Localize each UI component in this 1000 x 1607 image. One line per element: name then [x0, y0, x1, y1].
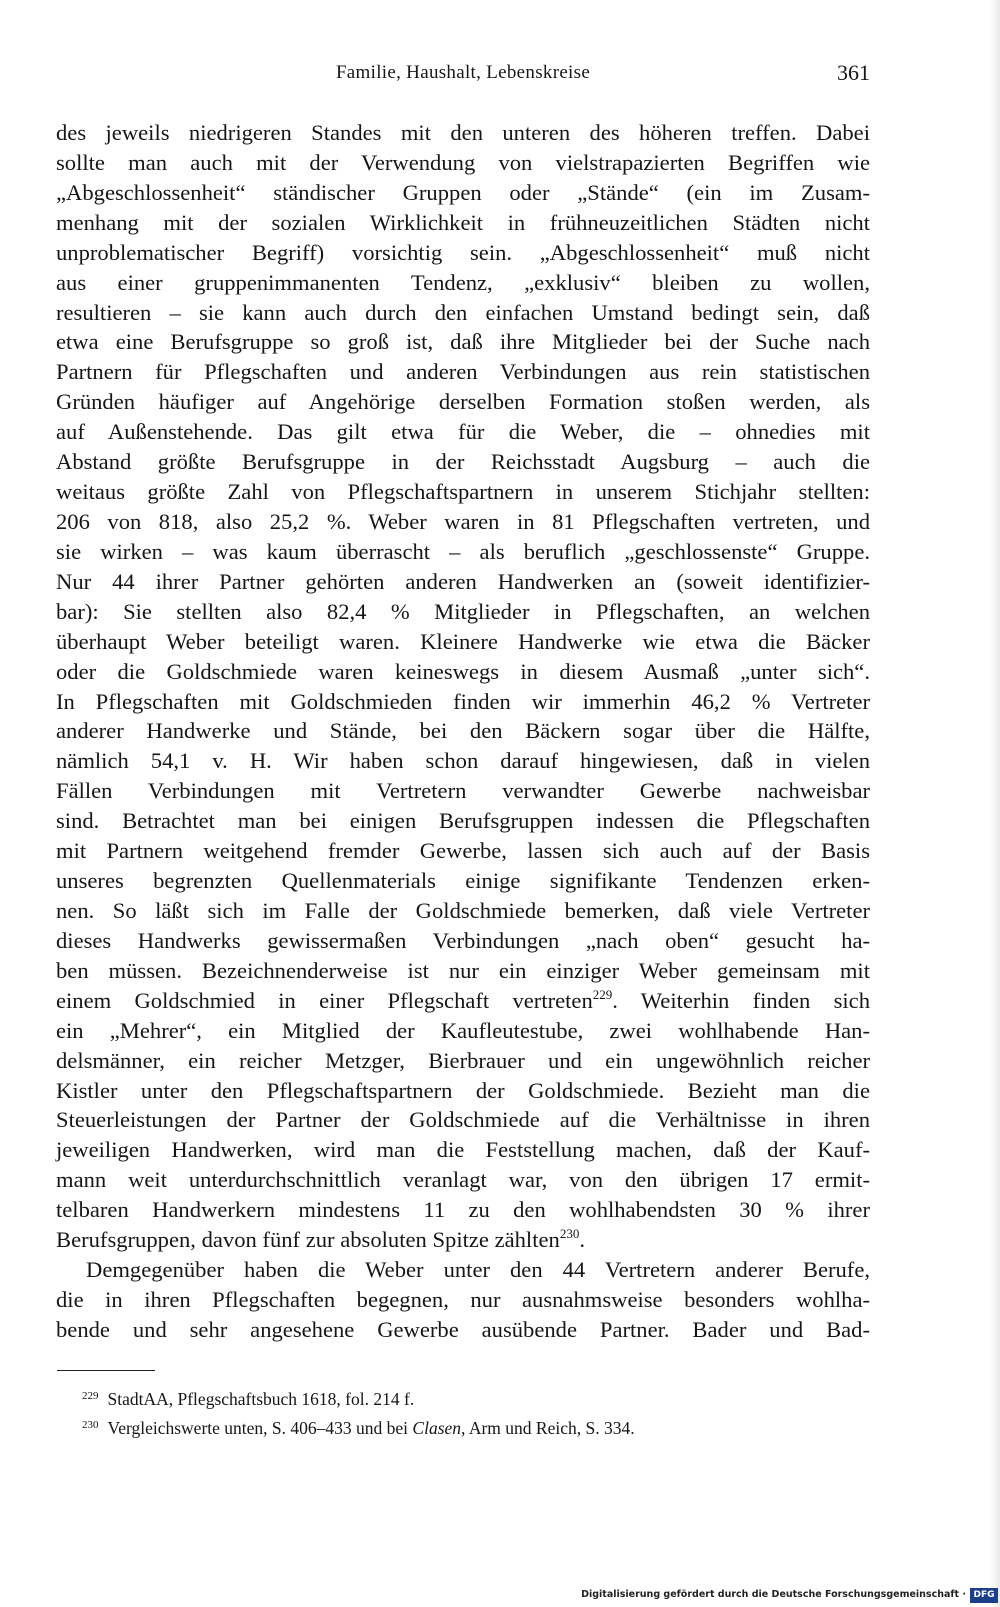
digitization-credit: Digitalisierung gefördert durch die Deutsche Forschungsgemeinschaft ·: [581, 1589, 966, 1600]
text-line: dieses Handwerks gewissermaßen Verbindungen „nach oben“ gesucht ha-: [56, 927, 870, 953]
text-line: Fällen Verbindungen mit Vertretern verwandter Gewerbe nachweisbar: [56, 778, 870, 804]
paragraph-main: [56, 118, 870, 986]
text-line: unproblematischer Begriff) vorsichtig sein. „Abgeschlossenheit“ muß nicht: [56, 239, 870, 265]
text-line: oder die Goldschmiede waren keineswegs in diesem Ausmaß „unter sich“.: [56, 658, 870, 684]
footnotes: [82, 1383, 872, 1441]
text-line: einem Goldschmied in einer Pflegschaft vertreten$^{229}$. Weiterhin finden sich: [56, 986, 870, 1013]
text-line: Steuerleistungen der Partner der Goldschmiede auf die Verhältnisse in ihren: [56, 1107, 870, 1133]
text-line: menhang mit der sozialen Wirklichkeit in frühneuzeitlichen Städten nicht: [56, 209, 870, 235]
footnote-230: $^{230}$ Vergleichswerte unten, S. 406–433 und bei Clasen, Arm und Reich, S. 334.: [82, 1418, 635, 1438]
page-number: 361: [837, 60, 870, 85]
text-line: sie wirken – was kaum überrascht – als beruflich „geschlossenste“ Gruppe.: [56, 538, 870, 564]
footnote-author: Clasen,: [412, 1418, 466, 1438]
running-head: [56, 60, 870, 90]
text-line: überhaupt Weber beteiligt waren. Kleinere Handwerke wie etwa die Bäcker: [56, 628, 870, 654]
text-line: sollte man auch mit der Verwendung von vielstrapazierten Begriffen wie: [56, 149, 870, 175]
footnote-ref-230[interactable]: 230: [559, 1226, 580, 1242]
text-line: sind. Betrachtet man bei einigen Berufsgruppen indessen die Pflegschaften: [56, 808, 870, 834]
text-line: Berufsgruppen, davon fünf zur absoluten Spitze zählten$^{230}$.: [56, 1226, 585, 1253]
footnote-rule: [57, 1370, 155, 1371]
body-text: [56, 118, 870, 1345]
text-line: Abstand größte Berufsgruppe in der Reichsstadt Augsburg – auch die: [56, 449, 870, 475]
text-line: In Pflegschaften mit Goldschmieden finden wir immerhin 46,2 % Vertreter: [56, 688, 870, 714]
running-title: Familie, Haushalt, Lebenskreise: [335, 62, 591, 83]
text-line: telbaren Handwerkern mindestens 11 zu den wohlhabendsten 30 % ihrer: [56, 1197, 870, 1223]
text-line: ben müssen. Bezeichnenderweise ist nur ein einziger Weber gemeinsam mit: [56, 957, 870, 983]
page-edge-shadow: [990, 0, 1000, 1607]
paragraph-second: [56, 1255, 870, 1345]
text-line: Demgegenüber haben die Weber unter den 44 Vertretern anderer Berufe,: [86, 1257, 870, 1283]
text-line: Partnern für Pflegschaften und anderen Verbindungen aus rein statistischen: [56, 359, 870, 385]
text-line: auf Außenstehende. Das gilt etwa für die Weber, die – ohnedies mit: [56, 419, 870, 445]
text-line: 206 von 818, also 25,2 %. Weber waren in 81 Pflegschaften vertreten, und: [56, 508, 870, 534]
text-line: nen. So läßt sich im Falle der Goldschmiede bemerken, daß viele Vertreter: [56, 897, 870, 923]
footnote-ref-229[interactable]: 229: [592, 986, 613, 1002]
footnote-229: $^{229}$ StadtAA, Pflegschaftsbuch 1618, fol. 214 f.: [82, 1389, 415, 1409]
text-line: jeweiligen Handwerken, wird man die Feststellung machen, daß der Kauf-: [56, 1137, 870, 1163]
text-line: Gründen häufiger auf Angehörige derselben Formation stoßen werden, als: [56, 389, 870, 415]
text-line: bende und sehr angesehene Gewerbe ausübende Partner. Bader und Bad-: [56, 1316, 870, 1342]
text-line: mann weit unterdurchschnittlich veranlagt war, von den übrigen 17 ermit-: [56, 1167, 870, 1193]
text-line: bar): Sie stellten also 82,4 % Mitglieder in Pflegschaften, an welchen: [56, 598, 870, 624]
text-line: anderer Handwerke und Stände, bei den Bäckern sogar über die Hälfte,: [56, 718, 870, 744]
footnote-number: 229: [82, 1390, 99, 1402]
paragraph-main-continued: [56, 1016, 870, 1225]
text-line: mit Partnern weitgehend fremder Gewerbe, lassen sich auch auf der Basis: [56, 838, 870, 864]
text-line: ein „Mehrer“, ein Mitglied der Kaufleutestube, zwei wohlhabende Han-: [56, 1017, 870, 1043]
text-line: Nur 44 ihrer Partner gehörten anderen Handwerken an (soweit identifizier-: [56, 568, 870, 594]
text-line: delsmänner, ein reicher Metzger, Bierbrauer und ein ungewöhnlich reicher: [56, 1047, 870, 1073]
text-line: weitaus größte Zahl von Pflegschaftspartnern in unserem Stichjahr stellten:: [56, 479, 870, 505]
footnote-number: 230: [82, 1419, 99, 1431]
text-line: nämlich 54,1 v. H. Wir haben schon darauf hingewiesen, daß in vielen: [56, 748, 870, 774]
dfg-logo: DFG: [970, 1588, 998, 1603]
text-line: aus einer gruppenimmanenten Tendenz, „exklusiv“ bleiben zu wollen,: [56, 269, 870, 295]
text-line: Kistler unter den Pflegschaftspartnern der Goldschmiede. Bezieht man die: [56, 1077, 870, 1103]
text-line: des jeweils niedrigeren Standes mit den unteren des höheren treffen. Dabei: [56, 120, 870, 145]
text-line: „Abgeschlossenheit“ ständischer Gruppen oder „Stände“ (ein im Zusam-: [56, 179, 870, 205]
text-line: die in ihren Pflegschaften begegnen, nur ausnahmsweise besonders wohlha-: [56, 1286, 870, 1312]
text-line: etwa eine Berufsgruppe so groß ist, daß ihre Mitglieder bei der Suche nach: [56, 329, 870, 355]
text-line: unseres begrenzten Quellenmaterials einige signifikante Tendenzen erken-: [56, 868, 870, 894]
text-line: resultieren – sie kann auch durch den einfachen Umstand bedingt sein, daß: [56, 299, 870, 325]
